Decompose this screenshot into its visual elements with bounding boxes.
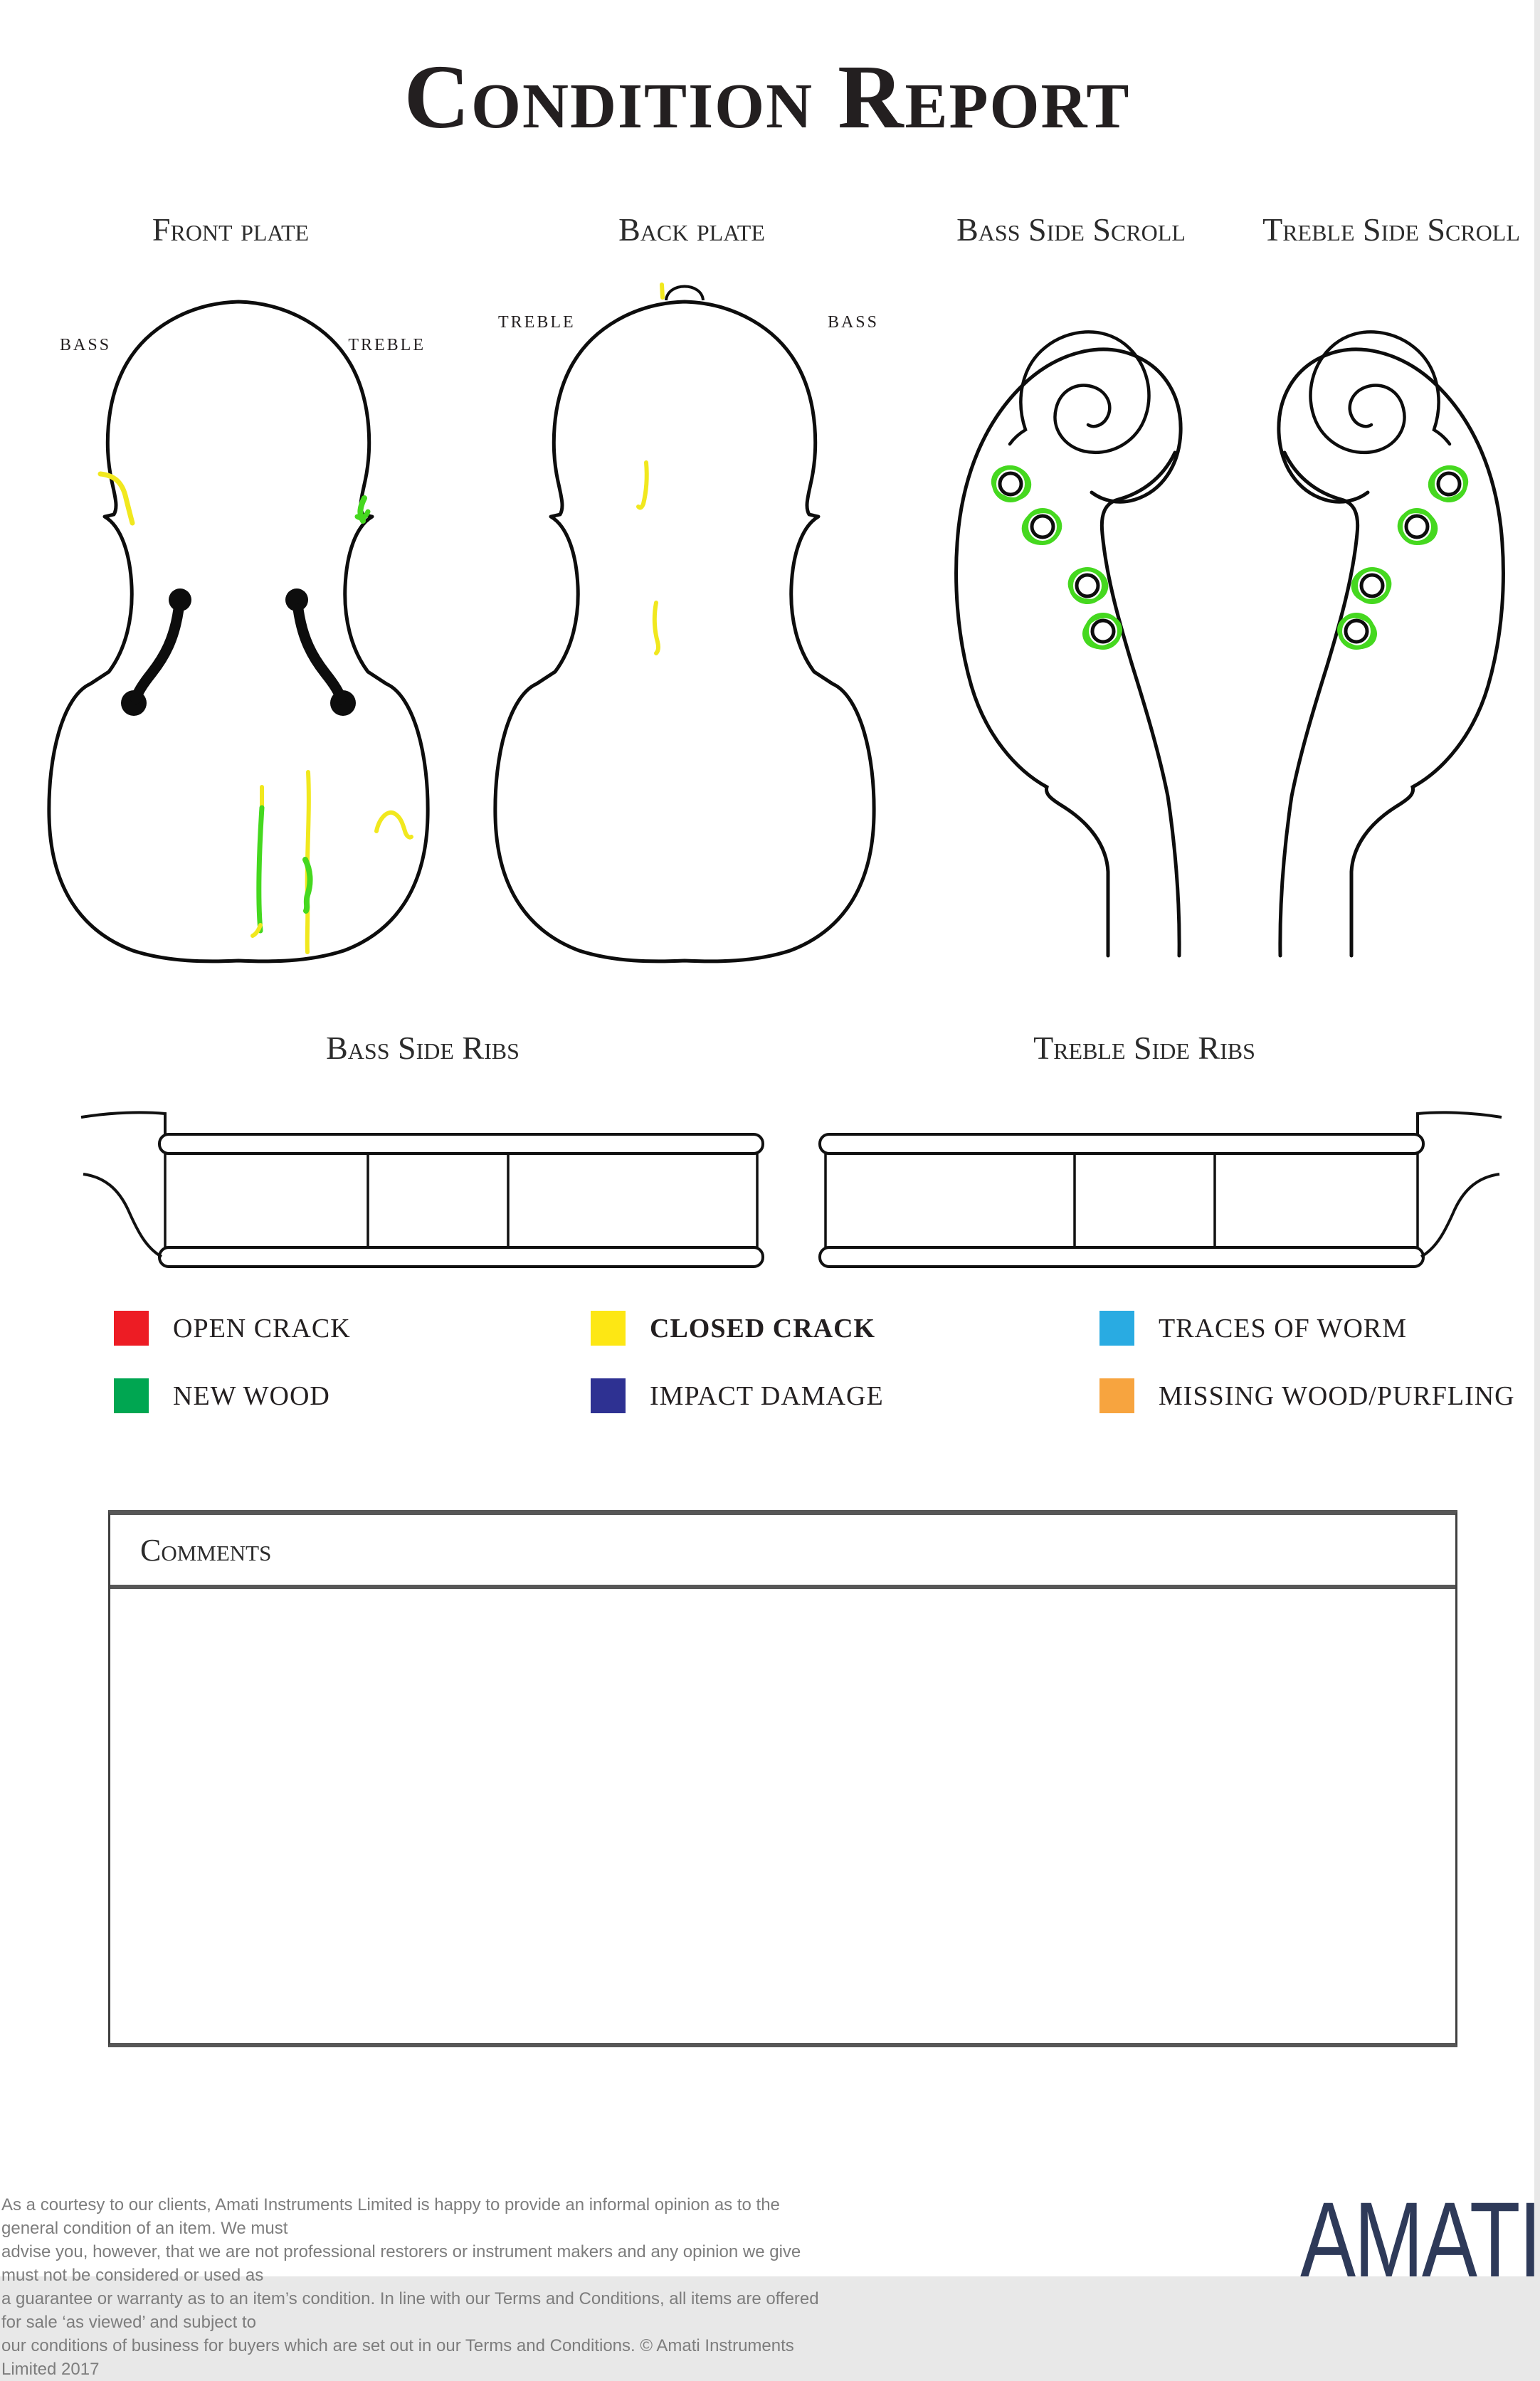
comments-box <box>108 1510 1457 2047</box>
closed-crack-label: CLOSED CRACK <box>650 1313 876 1343</box>
treble-scroll-label: Treble Side Scroll <box>1262 211 1520 248</box>
footer-line: our conditions of business for buyers which are set out in our Terms and Conditions. © Amati Instruments Limited 2017 <box>1 2336 794 2379</box>
front-bass-side-label: BASS <box>60 336 112 354</box>
treble-scroll-diagram <box>1214 281 1534 964</box>
page-title: Condition Report <box>404 46 1131 147</box>
legend-missing-wood <box>1099 1378 1515 1413</box>
footer-line: a guarantee or warranty as to an item’s condition. In line with our Terms and Conditions, all items are offered for sale ‘as viewed’ and subject to <box>1 2289 819 2332</box>
open-crack-swatch <box>114 1311 149 1346</box>
front-plate-label: Front plate <box>152 211 310 248</box>
amati-logo: AMATI <box>1299 2180 1540 2299</box>
bass-scroll-label: Bass Side Scroll <box>956 211 1186 248</box>
bass-ribs-label: Bass Side Ribs <box>326 1030 520 1066</box>
bass-ribs-diagram <box>77 1109 767 1272</box>
treble-ribs-label: Treble Side Ribs <box>1033 1030 1255 1066</box>
back-button <box>666 287 703 301</box>
impact-damage-swatch <box>591 1378 626 1413</box>
footer-line: advise you, however, that we are not professional restorers or instrument makers and any opinion we give must not be considered or used as <box>1 2242 801 2285</box>
new-wood-swatch <box>114 1378 149 1413</box>
back-bass-side-label: BASS <box>827 313 879 332</box>
legend-closed-crack <box>591 1311 875 1346</box>
back-plate-diagram <box>492 271 877 968</box>
legend-impact-damage <box>591 1378 884 1413</box>
back-plate-label: Back plate <box>618 211 765 248</box>
comments-title: Comments <box>140 1532 272 1568</box>
closed-crack-swatch <box>591 1311 626 1346</box>
traces-of-worm-label: TRACES OF WORM <box>1159 1313 1408 1343</box>
bass-scroll-diagram <box>925 281 1245 964</box>
missing-wood-swatch <box>1099 1378 1134 1413</box>
comments-input[interactable] <box>110 1589 1455 2043</box>
comments-header <box>110 1515 1455 1589</box>
treble-ribs-diagram <box>816 1109 1506 1272</box>
back-treble-side-label: TREBLE <box>498 313 576 332</box>
missing-wood-label: MISSING WOOD/PURFLING <box>1159 1380 1515 1411</box>
impact-damage-label: IMPACT DAMAGE <box>650 1380 884 1411</box>
legend-new-wood <box>114 1378 330 1413</box>
open-crack-label: OPEN CRACK <box>173 1313 351 1343</box>
new-wood-label: NEW WOOD <box>173 1380 330 1411</box>
front-treble-side-label: TREBLE <box>348 336 426 354</box>
footer-disclaimer <box>1 2193 834 2381</box>
legend-open-crack <box>114 1311 351 1346</box>
front-plate-damage-marks <box>100 474 411 952</box>
back-plate-damage-marks <box>638 285 663 653</box>
footer-line: As a courtesy to our clients, Amati Instruments Limited is happy to provide an informal opinion as to the general condition of an item. We must <box>1 2195 780 2238</box>
legend-traces-of-worm <box>1099 1311 1407 1346</box>
traces-of-worm-swatch <box>1099 1311 1134 1346</box>
front-plate-diagram <box>46 296 431 968</box>
